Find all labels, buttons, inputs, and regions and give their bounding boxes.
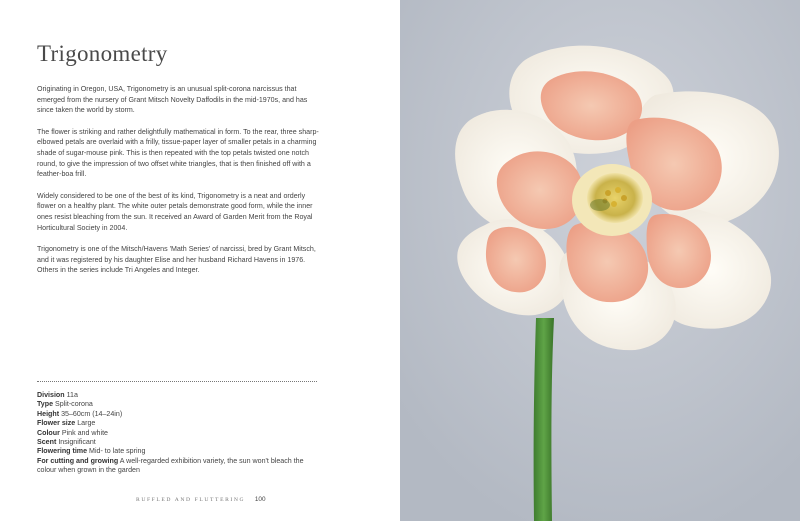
fact-label: Type — [37, 400, 54, 409]
paragraph: Trigonometry is one of the Mitsch/Havens 'Math Series' of narcissi, bred by Grant Mitsch, and it was registered by his daughter Elise and her husband Richard Havens in 1976. Others in the series include Tri Angeles and Integer. — [37, 245, 316, 275]
fact-label: Scent — [37, 438, 57, 447]
running-head: RUFFLED AND FLUTTERING — [136, 497, 246, 503]
fact-height — [37, 410, 312, 419]
page-footer — [136, 496, 266, 503]
fact-colour — [37, 429, 312, 438]
fact-label: Height — [37, 409, 60, 418]
fact-flowering-time — [37, 447, 312, 456]
stem — [534, 318, 554, 521]
flower-photo — [400, 0, 800, 521]
fact-value: Mid- to late spring — [89, 447, 146, 456]
fact-value: 35–60cm (14–24in) — [61, 409, 123, 418]
paragraph: Widely considered to be one of the best of its kind, Trigonometry is a neat and orderly flower on a healthy plant. The white outer petals demonstrate good form, while the inner ones resist bleaching from the sun. It received an Award of Garden Merit from the Royal Horticultural Society in 2004. — [37, 191, 313, 232]
fact-label: Division — [37, 391, 65, 399]
fact-label: Flowering time — [37, 447, 88, 456]
dotted-divider — [37, 381, 317, 382]
paragraph: The flower is striking and rather delightfully mathematical in form. To the rear, three sharp-elbowed petals are overlaid with a frilly, tissue-paper layer of smaller petals in a charming shade of sugar-mouse pink. This is then repeated with the top petals twisted one notch round, to give the impression of two offset white triangles, that is then finished off with a feather-boa frill. — [37, 127, 319, 179]
fact-value: A well-regarded exhibition variety, the sun won't bleach the colour when grown in the garden — [37, 456, 304, 475]
fact-value: Insignificant — [58, 438, 96, 447]
fact-value: Pink and white — [61, 428, 108, 437]
fact-division — [37, 391, 312, 400]
fact-flower-size — [37, 419, 312, 428]
body-text — [37, 84, 319, 287]
fact-label: Flower size — [37, 419, 76, 428]
fact-type — [37, 400, 312, 409]
fact-value: 11a — [66, 391, 78, 399]
daffodil-flower-icon — [400, 0, 800, 521]
fact-value: Large — [77, 419, 96, 428]
page-title: Trigonometry — [37, 41, 168, 66]
fact-cutting-and-growing — [37, 457, 312, 476]
fact-label: Colour — [37, 428, 60, 437]
fact-scent — [37, 438, 312, 447]
paragraph: Originating in Oregon, USA, Trigonometry is an unusual split-corona narcissus that emerged from the nursery of Grant Mitsch Novelty Daffodils in the mid-1970s, and has since taken the world by storm. — [37, 85, 308, 115]
page-number: 100 — [254, 496, 266, 503]
flower-center — [572, 164, 652, 236]
fact-sheet — [37, 391, 312, 476]
fact-label: For cutting and growing — [37, 456, 119, 465]
fact-value: Split-corona — [55, 400, 93, 409]
